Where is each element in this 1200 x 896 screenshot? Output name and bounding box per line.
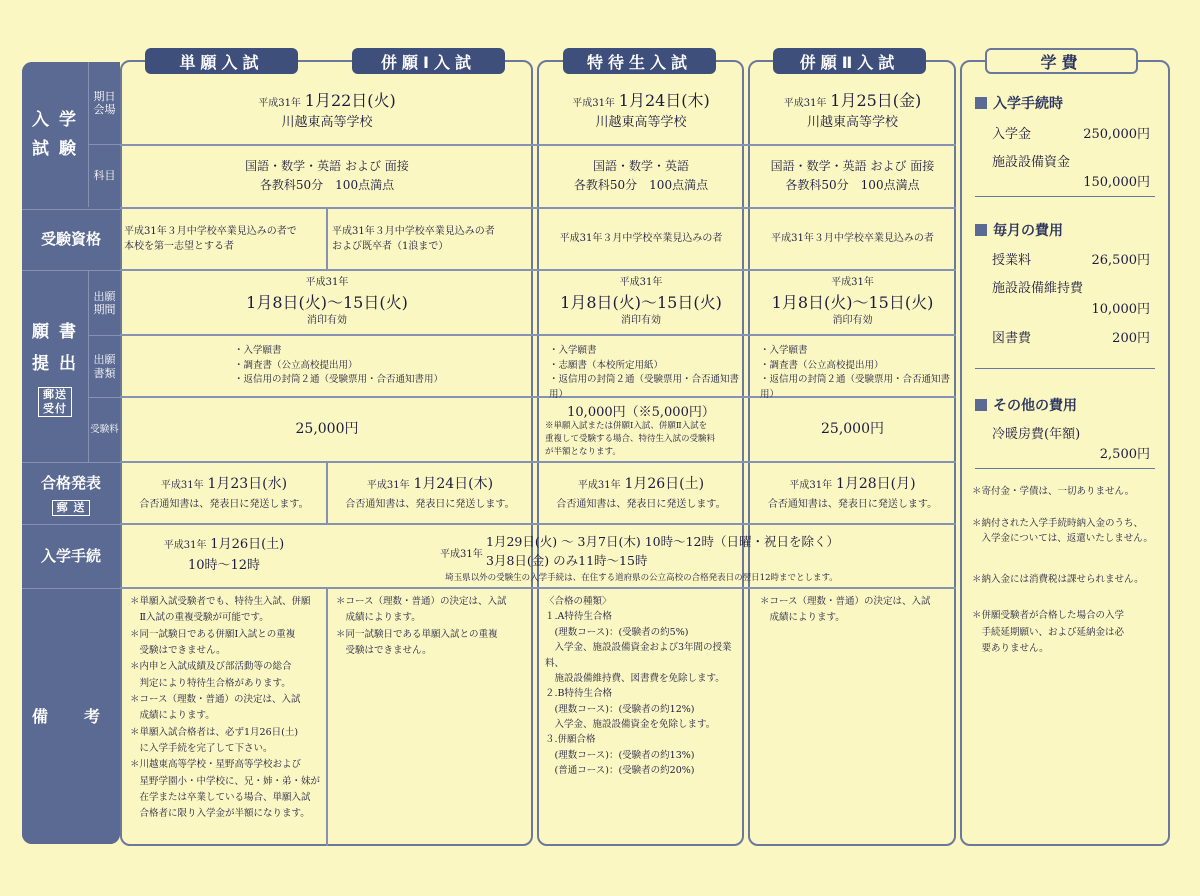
fee-name: 施設設備資金	[992, 155, 1071, 170]
tuition-note: ＊納入金には消費税は課せられません。	[972, 574, 1144, 585]
qual-c3: 平成31年３月中学校卒業見込みの者	[559, 233, 723, 245]
tab-gakuhi: 学費	[985, 48, 1138, 74]
tuition-other-heading	[975, 395, 1077, 415]
square-bullet-icon	[975, 399, 987, 411]
label-shutsugan-kikan: 出願 期間	[88, 270, 120, 335]
result-note: 合否通知書は、発表日に発送します。	[139, 499, 309, 511]
period-range: 1月8日(火)〜15日(火)	[771, 292, 934, 312]
remarks-c4: ＊コース（理数・普通）の決定は、入試 成績によります。	[760, 596, 931, 624]
period-era: 平成31年	[619, 277, 663, 289]
result-note: 合否通知書は、発表日に発送します。	[556, 499, 726, 511]
result-date: 1月23日(水)	[207, 475, 288, 492]
fee-amount: 2,500円	[1099, 447, 1150, 462]
result-era: 平成31年	[789, 479, 833, 491]
subjects-text: 国語・数学・英語 および 面接	[770, 158, 935, 173]
other-heading-text: その他の費用	[993, 398, 1077, 414]
docs-c1: ・入学願書 ・調査書（公立高校提出用） ・返信用の封筒２通（受験票用・合否通知書用）	[234, 345, 444, 386]
qual-c4: 平成31年３月中学校卒業見込みの者	[771, 233, 934, 245]
subjects-points: 各教科50分 100点満点	[785, 178, 920, 192]
period-c3	[539, 271, 743, 334]
fee-divider	[975, 196, 1155, 197]
tab-tanngan: 単願入試	[145, 48, 298, 74]
exam-era: 平成31年	[258, 97, 301, 109]
result-c1	[122, 463, 326, 523]
proc-line1: 1月29日(火) 〜 3月7日(木) 10時〜12時（日曜・祝日を除く）	[486, 534, 840, 549]
label-gansho-teishutsu	[22, 270, 88, 462]
subjects-points: 各教科50分 100点満点	[573, 178, 709, 192]
label-jukenryo: 受験料	[88, 397, 120, 462]
exam-date-c3	[539, 80, 743, 142]
period-era: 平成31年	[831, 277, 874, 289]
exam-date: 1月24日(木)	[618, 90, 710, 110]
fee-name: 図書費	[992, 331, 1032, 346]
tuition-monthly-heading	[975, 220, 1063, 240]
remarks-c3: 〈合格の種類〉 １.A特待生合格 (理数コース)：(受験者の約5%) 入学金、施設設備資金および3年間の授業料、 施設設備維持費、図書費を免除します。 ２.B特待生合格 (理数コース)：(受験者の約12%) 入学金、施設設備資金を免除します。 ３.併願合格 (理数コース)：(受験者の約13%) (普通コース)：(受験者の約20%)	[545, 596, 732, 777]
tuition-entry-heading	[975, 93, 1063, 113]
subjects-c1	[122, 146, 532, 206]
proc-time: 10時〜12時	[187, 558, 261, 573]
period-note: 消印有効	[832, 315, 873, 327]
col-split	[326, 207, 328, 269]
col-split	[326, 587, 328, 846]
proc-date: 1月26日(土)	[210, 537, 285, 553]
qual-c1: 平成31年３月中学校卒業見込みの者で 本校を第一志望とする者	[124, 225, 297, 252]
period-era: 平成31年	[305, 277, 349, 289]
result-date: 1月28日(月)	[835, 475, 916, 492]
row-line	[120, 587, 956, 589]
period-range: 1月8日(火)〜15日(火)	[560, 292, 722, 312]
gokaku-happyo-text: 合格発表	[40, 474, 101, 493]
proc-era-wide: 平成31年	[440, 549, 483, 560]
monthly-heading-text: 毎月の費用	[993, 223, 1063, 239]
label-shutsugan-shorui: 出願 書類	[88, 335, 120, 397]
fee-c3-amount: 10,000円（※5,000円）	[567, 405, 715, 420]
exam-era: 平成31年	[783, 97, 827, 109]
proc-note: 埼玉県以外の受験生の入学手続は、在住する道府県の公立高校の合格発表日の翌日12時までとします。	[445, 573, 838, 583]
period-c1	[122, 271, 532, 334]
proc-line2: 3月8日(金) のみ11時〜15時	[486, 553, 648, 568]
label-kamoku: 科目	[88, 144, 120, 207]
fee-c4: 25,000円	[821, 420, 884, 437]
square-bullet-icon	[975, 224, 987, 236]
qual-c2: 平成31年３月中学校卒業見込みの者 および既卒者（1浪まで）	[332, 225, 495, 252]
remarks-c1: ＊単願入試受験者でも、特待生入試、併願 Ⅱ入試の重複受験が可能です。 ＊同一試験日である併願Ⅰ入試との重複 受験はできません。 ＊内申と入試成績及び部活動等の総合 判定により特待生合格があります。 ＊コース（理数・普通）の決定は、入試 成績によります。 ＊単願入試合格者は、必ず1月26日(土) に入学手続を完了して下さい。 ＊川越東高等学校・星野高等学校および 星野学園小・中学校に、兄・姉・弟・妹が 在学または卒業している場合、単願入試 合格者に限り入学金が半額になります。	[130, 596, 321, 820]
result-c2	[328, 463, 532, 523]
remarks-c2: ＊コース（理数・普通）の決定は、入試 成績によります。 ＊同一試験日である単願入試との重複 受験はできません。	[336, 596, 507, 656]
subjects-points: 各教科50分 100点満点	[259, 178, 395, 192]
subjects-text: 国語・数学・英語	[592, 158, 689, 173]
period-c4	[750, 271, 955, 334]
fee-divider	[975, 368, 1155, 369]
fee-c3-note: ※単願入試または併願Ⅰ入試、併願Ⅱ入試を 重複して受験する場合、特待生入試の受験料 が半額となります。	[545, 421, 716, 457]
result-note: 合否通知書は、発表日に発送します。	[345, 499, 515, 511]
exam-era: 平成31年	[572, 97, 615, 109]
fee-amount: 150,000円	[1083, 175, 1150, 190]
label-juken-shikaku: 受験資格	[22, 209, 120, 269]
exam-date: 1月22日(火)	[304, 90, 396, 110]
gansho-teishutsu-text: 願 書 提 出	[32, 321, 78, 375]
tuition-note: ＊併願受験者が合格した場合の入学 手続延期願い、および延納金は必 要ありません。	[972, 610, 1125, 655]
result-date: 1月24日(木)	[413, 475, 494, 492]
exam-place: 川越東高等学校	[806, 115, 898, 131]
fee-name: 施設設備維持費	[992, 281, 1084, 296]
tab-heigan1: 併願Ⅰ入試	[352, 48, 505, 74]
exam-date-c1	[122, 80, 532, 142]
fee-c1: 25,000円	[295, 420, 359, 437]
result-era: 平成31年	[160, 479, 204, 491]
label-nyugaku-tetsuzuki: 入学手続	[22, 524, 120, 588]
tuition-note: ＊納付された入学手続時納入金のうち、 入学金については、返還いたしません。	[972, 518, 1153, 545]
label-nyushi-shiken: 入 学 試 験	[22, 62, 88, 207]
fee-name: 授業料	[992, 253, 1032, 268]
fee-amount: 26,500円	[1091, 253, 1150, 268]
exam-place: 川越東高等学校	[281, 115, 373, 131]
label-kijitsu-kaijo: 期日 会場	[88, 62, 120, 144]
proc-c1	[122, 525, 326, 587]
result-c4	[750, 463, 955, 523]
result-era: 平成31年	[577, 479, 621, 491]
yuso-box: 郵 送	[52, 500, 91, 516]
fee-name: 入学金	[992, 127, 1032, 142]
fee-amount: 200円	[1112, 331, 1150, 346]
entry-heading-text: 入学手続時	[993, 96, 1063, 112]
label-biko: 備 考	[22, 588, 120, 844]
tab-tokutai: 特待生入試	[563, 48, 716, 74]
fee-amount: 10,000円	[1091, 302, 1150, 317]
period-note: 消印有効	[307, 315, 347, 327]
fee-amount: 250,000円	[1083, 127, 1150, 142]
tuition-note: ＊寄付金・学債は、一切ありません。	[972, 486, 1135, 497]
tab-heigan2: 併願Ⅱ入試	[773, 48, 926, 74]
subjects-c4	[750, 146, 955, 206]
square-bullet-icon	[975, 97, 987, 109]
exam-date-c4	[750, 80, 955, 142]
row-line	[120, 334, 956, 336]
result-c3	[539, 463, 743, 523]
docs-c3: ・入学願書 ・志願書（本校所定用紙） ・返信用の封筒２通（受験票用・合否通知書用）	[549, 345, 740, 401]
exam-place: 川越東高等学校	[595, 115, 687, 131]
period-note: 消印有効	[621, 315, 661, 327]
result-date: 1月26日(土)	[624, 475, 705, 492]
result-era: 平成31年	[366, 479, 410, 491]
subjects-text: 国語・数学・英語 および 面接	[245, 158, 409, 173]
yuso-uketsuke-box: 郵送 受付	[38, 387, 72, 418]
label-gokaku-happyo	[22, 462, 120, 524]
proc-era: 平成31年	[163, 540, 207, 552]
period-range: 1月8日(火)〜15日(火)	[246, 292, 408, 312]
exam-date: 1月25日(金)	[830, 90, 922, 110]
fee-divider	[975, 468, 1155, 469]
docs-c4: ・入学願書 ・調査書（公立高校提出用） ・返信用の封筒２通（受験票用・合否通知書用）	[760, 345, 951, 401]
subjects-c3	[539, 146, 743, 206]
fee-name: 冷暖房費(年額)	[992, 427, 1081, 442]
result-note: 合否通知書は、発表日に発送します。	[767, 499, 938, 511]
